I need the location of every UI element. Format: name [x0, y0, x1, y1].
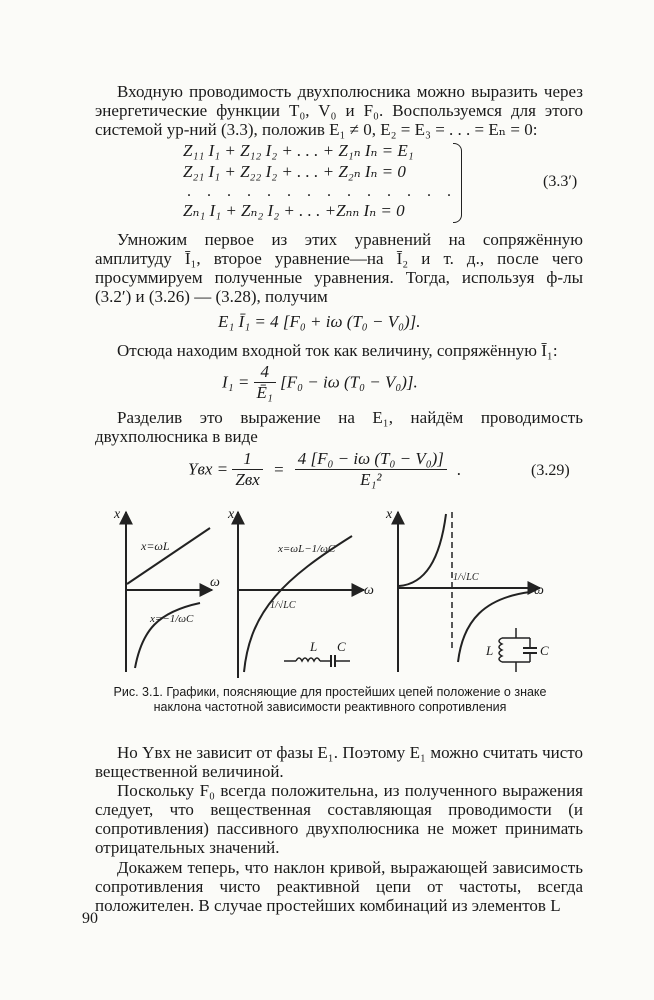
- fraction-denominator: Zвх: [235, 470, 260, 489]
- graph-2-curve-label: x=ωL−1/ωC: [278, 543, 336, 555]
- equation-y-dot: .: [457, 459, 462, 479]
- equation-number-3-29: (3.29): [531, 462, 570, 479]
- graph-1-wl-line: [127, 528, 210, 584]
- equation-input-current: [222, 362, 418, 403]
- paragraph-5: Но Yвх не зависит от фазы E₁. Поэтому E₁ можно считать чисто вещественной величиной.: [95, 743, 583, 781]
- graph-3-c-label: C: [540, 643, 549, 658]
- equation-number-3-3prime: (3.3′): [543, 173, 578, 190]
- equation-e1-conjugate: E₁ Ī₁ = 4 [F₀ + iω (T₀ − V₀)].: [218, 312, 421, 331]
- graph-3: [398, 512, 540, 672]
- paragraph-1: Входную проводимость двухполюсника можно выразить через энергетические функции T₀, V₀ и F₀. Воспользуемся для этого системой ур-ний (3.3), положив E₁ ≠ 0, E₂ = E₃ = . . . = Eₙ = 0:: [95, 82, 583, 139]
- graph-2-inductor: [296, 658, 320, 661]
- fraction-numerator: 4: [254, 362, 276, 383]
- equation-system-row-1: Z₁₁ I₁ + Z₁₂ I₂ + . . . + Z₁ₙ Iₙ = E₁: [183, 141, 414, 160]
- graph-2-c-label: C: [337, 639, 346, 654]
- graph-1-w-label: ω: [210, 575, 220, 590]
- equation-y-left: Yвх =: [188, 459, 229, 479]
- paragraph-6: Поскольку F₀ всегда положительна, из полученного выражения следует, что вещественная составляющая проводимости (и сопротивления) пассивного двухполюсника не может принимать отрицательных значений.: [95, 781, 583, 857]
- graph-2-l-label: L: [310, 639, 318, 654]
- graph-3-x-label: x: [386, 507, 393, 522]
- fraction-denominator: E₁²: [360, 470, 382, 489]
- paragraph-7: Докажем теперь, что наклон кривой, выражающей зависимость сопротивления чисто реактивной цепи от частоты, всегда положителен. В случае простейших комбинаций из элементов L: [95, 858, 583, 915]
- fraction-numerator: 1: [232, 449, 262, 470]
- graph-2-x-label: x: [228, 507, 235, 522]
- graph-3-resonance-label: 1/√LC: [453, 572, 479, 583]
- equation-system-row-2: Z₂₁ I₁ + Z₂₂ I₂ + . . . + Z₂ₙ Iₙ = 0: [183, 162, 406, 181]
- page-number: 90: [82, 910, 98, 927]
- equation-system-dots: . . . . . . . . . . . . . .: [187, 183, 457, 200]
- graph-3-inductor: [499, 638, 502, 662]
- fraction-4-over-e1: [254, 362, 276, 403]
- fraction-main: [295, 449, 447, 490]
- graph-2-w-label: ω: [364, 583, 374, 598]
- equation-admittance: [188, 449, 461, 490]
- fraction-numerator: 4 [F₀ − iω (T₀ − V₀)]: [295, 449, 447, 470]
- graph-1-bottom-label: x=−1/ωC: [150, 613, 194, 625]
- graph-1-x-label: x: [114, 507, 121, 522]
- graph-3-l-label: L: [486, 643, 494, 658]
- figure-3-1: [0, 500, 654, 690]
- equation-y-equals: =: [273, 459, 285, 479]
- graph-2-series-curve: [244, 536, 352, 672]
- paragraph-4: Разделив это выражение на E₁, найдём проводимость двухполюсника в виде: [95, 408, 583, 446]
- equation-system-brace: [453, 143, 462, 223]
- graph-1-top-label: x=ωL: [141, 539, 170, 553]
- paragraph-2: Умножим первое из этих уравнений на сопряжённую амплитуду Ī₁, второе уравнение—на Ī₂ и т. д., после чего просуммируем полученные уравнения. Тогда, используя ф-лы (3.2′) и (3.26) — (3.28), получим: [95, 230, 583, 306]
- fraction-denominator: Ē₁: [256, 383, 273, 402]
- paragraph-3: Отсюда находим входной ток как величину, сопряжённую Ī₁:: [117, 341, 558, 360]
- graph-3-curve-left: [399, 514, 446, 586]
- equation-i1-left: I₁ =: [222, 372, 250, 392]
- graph-3-w-label: ω: [534, 583, 544, 598]
- graph-3-curve-right: [458, 592, 530, 662]
- equation-system-row-n: Zₙ₁ I₁ + Zₙ₂ I₂ + . . . +Zₙₙ Iₙ = 0: [183, 201, 405, 220]
- figure-caption: Рис. 3.1. Графики, поясняющие для простейших цепей положение о знаке наклона частотной зависимости реактивного сопротивления: [113, 685, 547, 714]
- graph-2-resonance-label: 1/√LC: [270, 600, 296, 611]
- fraction-1-over-z: [232, 449, 262, 490]
- equation-i1-right: [F₀ − iω (T₀ − V₀)].: [280, 372, 418, 392]
- graph-1: [126, 512, 212, 672]
